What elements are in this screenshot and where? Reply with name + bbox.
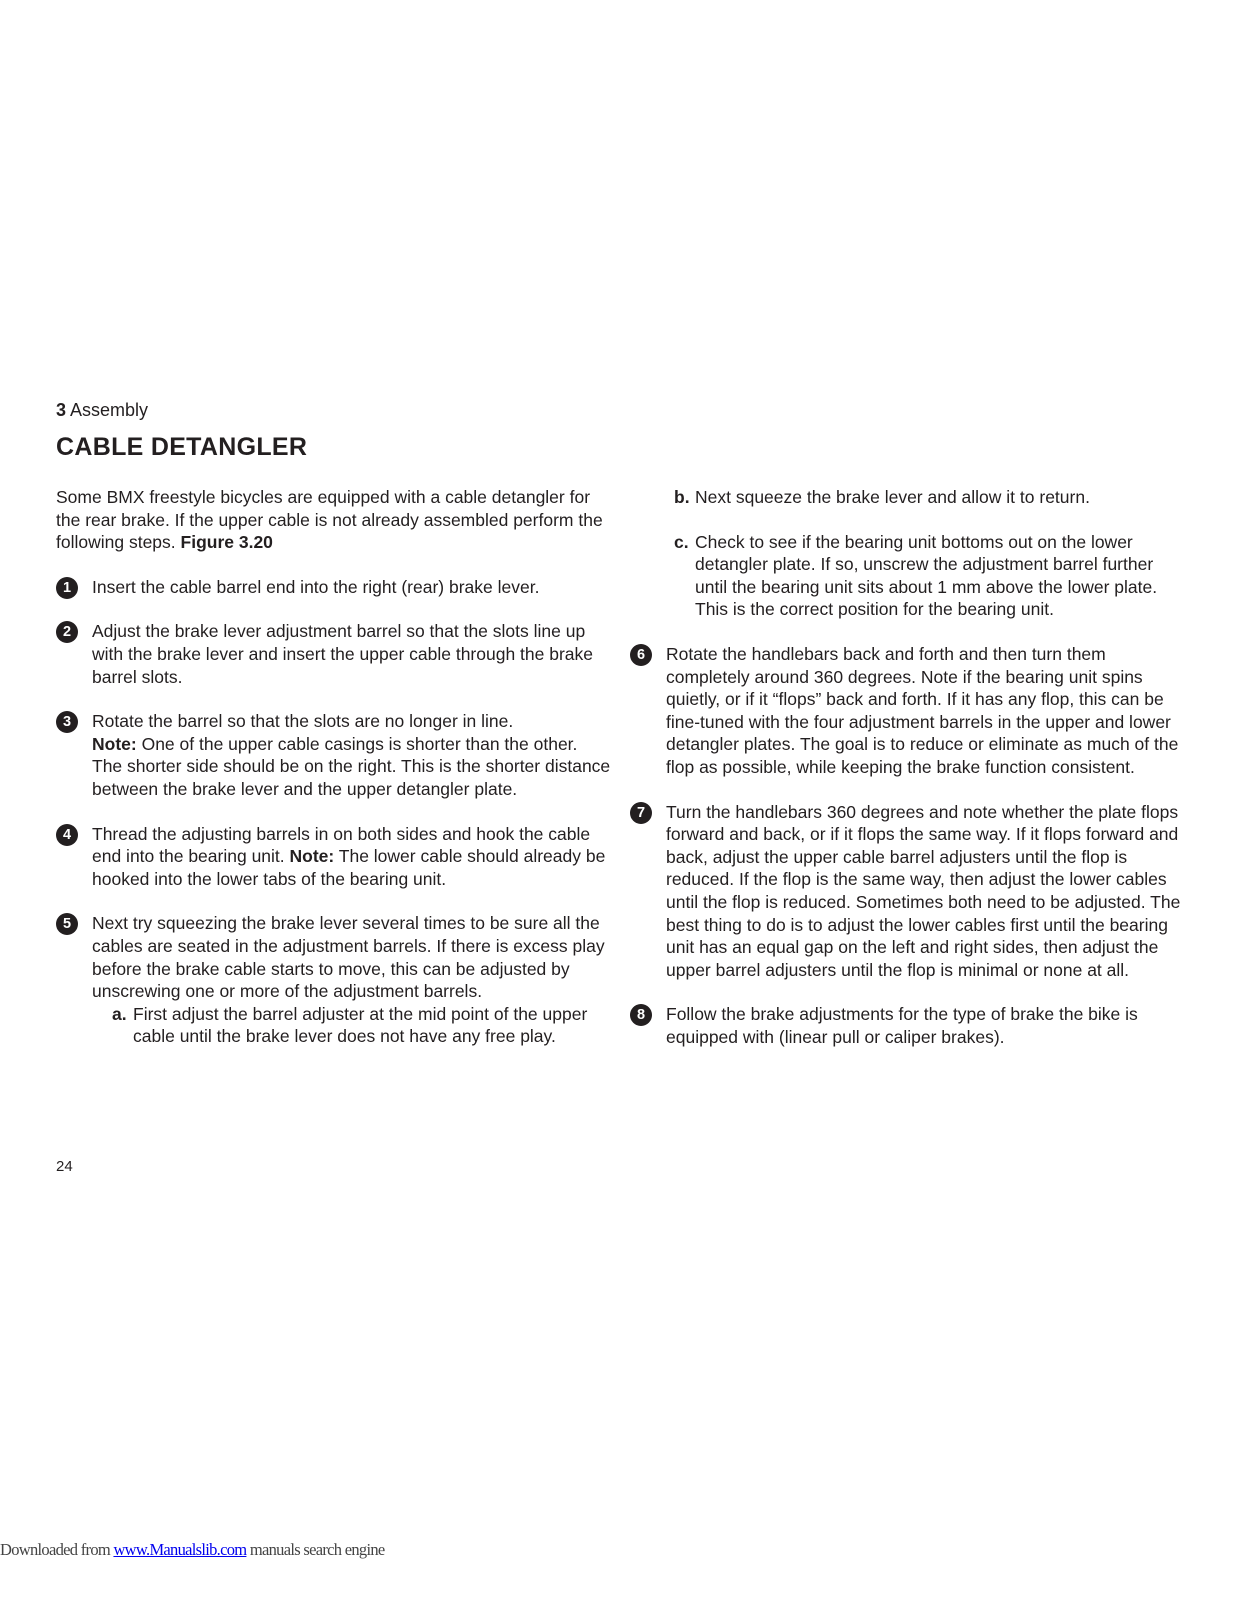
step-5-text: Next try squeezing the brake lever several times to be sure all the cables are seated in the adjustment barrels. If there is excess play before the brake cable starts to move, this can be adjusted by unscrewing one or more of the adjustment barrels. — [92, 913, 605, 1002]
manualslib-link[interactable]: www.Manualslib.com — [113, 1540, 247, 1559]
step-5-substep-c — [674, 531, 1190, 621]
substep-c-letter: c. — [674, 531, 689, 552]
substep-c-text: Check to see if the bearing unit bottoms out on the lower detangler plate. If so, unscrew the adjustment barrel further until the bearing unit sits about 1 mm above the lower plate. This is the correct position for the bearing unit. — [695, 531, 1158, 620]
step-number-2-icon: 2 — [56, 621, 78, 643]
substep-a-letter: a. — [112, 1003, 127, 1024]
step-7 — [630, 801, 1190, 982]
step-4 — [56, 823, 612, 891]
footer-suffix: manuals search engine — [246, 1540, 385, 1559]
step-3-note-label: Note: — [92, 733, 137, 754]
step-number-6-icon: 6 — [630, 644, 652, 666]
download-footer — [0, 1540, 385, 1560]
step-number-7-icon: 7 — [630, 802, 652, 824]
step-2 — [56, 620, 612, 688]
step-number-1-icon: 1 — [56, 577, 78, 599]
substep-a-text: First adjust the barrel adjuster at the mid point of the upper cable until the brake lever does not have any free play. — [133, 1003, 588, 1047]
step-3-text: Rotate the barrel so that the slots are no longer in line. Note: One of the upper cable casings is shorter than the other. The shorter side should be on the right. This is the shorter distance between the brake lever and the upper detangler plate. — [92, 711, 611, 799]
step-number-5-icon: 5 — [56, 913, 78, 935]
step-4-text: Thread the adjusting barrels in on both sides and hook the cable end into the bearing unit. Note: The lower cable should already be hooked into the lower tabs of the bearing unit. — [92, 823, 606, 889]
intro-paragraph: Some BMX freestyle bicycles are equipped with a cable detangler for the rear brake. If the upper cable is not already assembled perform the following steps. Figure 3.20 — [56, 487, 603, 553]
section-number: 3 — [56, 400, 67, 420]
step-1-text: Insert the cable barrel end into the right (rear) brake lever. — [92, 576, 540, 597]
step-4-note-label: Note: — [289, 846, 335, 867]
section-label — [56, 399, 148, 421]
step-5-substep-a — [112, 1003, 612, 1048]
substep-b-letter: b. — [674, 487, 690, 507]
section-name: Assembly — [70, 400, 149, 420]
left-column — [56, 486, 612, 1070]
step-number-8-icon: 8 — [630, 1004, 652, 1026]
step-3 — [56, 710, 612, 800]
step-5-substep-b — [674, 486, 1190, 509]
step-number-4-icon: 4 — [56, 824, 78, 846]
substep-b-text: Next squeeze the brake lever and allow it to return. — [695, 487, 1090, 507]
step-6-text: Rotate the handlebars back and forth and then turn them completely around 360 degrees. Note if the bearing unit spins quietly, or if it “flops” back and forth. If it has any flop, this can be fine-tuned with the four adjustment barrels in the upper and lower detangler plates. The goal is to reduce or eliminate as much of the flop as possible, while keeping the brake function consistent. — [666, 643, 1179, 777]
step-7-text: Turn the handlebars 360 degrees and note whether the plate flops forward and back, or if it flops the same way. If it flops forward and back, adjust the upper cable barrel adjusters until the flop is reduced. If the flop is the same way, then adjust the lower cables until the flop is reduced. Sometimes both need to be adjusted. The best thing to do is to adjust the lower cables first until the bearing unit has an equal gap on the left and right sides, then adjust the upper barrel adjusters until the flop is minimal or none at all. — [666, 801, 1181, 980]
page-title: CABLE DETANGLER — [56, 433, 308, 461]
step-number-3-icon: 3 — [56, 711, 78, 733]
right-column — [630, 486, 1190, 1070]
step-5 — [56, 912, 612, 1048]
page-number: 24 — [56, 1158, 73, 1175]
step-6 — [630, 643, 1190, 779]
step-8-text: Follow the brake adjustments for the type of brake the bike is equipped with (linear pull or caliper brakes). — [666, 1004, 1138, 1047]
footer-prefix: Downloaded from — [0, 1540, 114, 1559]
step-1 — [56, 576, 612, 599]
figure-reference: Figure 3.20 — [180, 532, 273, 553]
step-8 — [630, 1003, 1190, 1048]
step-2-text: Adjust the brake lever adjustment barrel so that the slots line up with the brake lever and insert the upper cable through the brake barrel slots. — [92, 621, 594, 687]
